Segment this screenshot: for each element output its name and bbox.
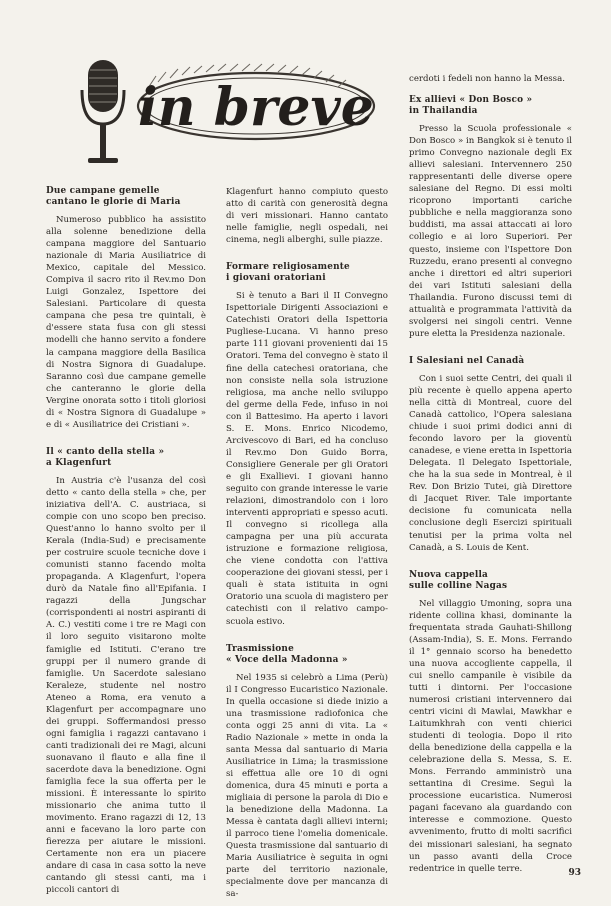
title-line: cantano le glorie di Maria — [46, 197, 181, 207]
article-title — [226, 644, 388, 666]
microphone-logo-icon — [78, 58, 378, 178]
title-line: i giovani oratoriani — [226, 273, 326, 284]
column-2 — [226, 186, 388, 900]
article-body: Presso la Scuola professionale « Don Bosco » in Bangkok si è tenuto il primo Convegno nazionale degli Ex allievi salesiani. Intervennero 250 rappresentanti delle diverse opere salesiane del Regno. Di essi molti ricoprono importanti cariche pubbliche e nella maggioranza sono buddisti, ma assai attaccati ai loro collegio e ai loro Superiori. Per questo, insieme con l'Ispettore Don Ruzzedu, erano presenti al convegno anche i direttori ed altri superiori dei vari Istituti salesiani della Thailandia. Furono discussi temi di attualità e programmata l'attività da svolgersi nei singoli centri. Venne pure eletta la Presidenza nazionale. — [409, 124, 572, 339]
title-line: I Salesiani nel Canadà — [409, 355, 525, 366]
column-1 — [46, 186, 206, 896]
article-body: Numeroso pubblico ha assistito alla solenne benedizione della campana maggiore del Santuario nazionale di Maria Ausiliatrice di Mexico, capitale del Messico. Compiva il sacro rito il Rev.mo Don Luigi Gonzalez, Ispettore dei Salesiani. Particolare di questa campana che pesa tre quintali, è d'essere stata fusa con gli stessi modelli che hanno servito a fondere la campana maggiore della Basilica di Nostra Signora di Guadalupe. Saranno così due campane gemelle che canteranno le glorie della Vergine onorata sotto i titoli gloriosi di « Nostra Signora di Guadalupe » e di « Ausiliatrice dei Cristiani ». — [46, 215, 206, 430]
title-line: sulle colline Nagas — [409, 580, 508, 591]
article-body: Nel villaggio Umoning, sopra una ridente collina khasi, dominante la frequentata strada Gauhati-Shillong (Assam-India), S. E. Mons. Ferrando il 1° gennaio scorso ha benedetto una nuova accogliente cappella, il cui snello campanile è visibile da tutti i dintorni. Per l'occasione numerosi cristiani intervennero dai centri vicini di Mawlai, Mawkhar e Laitumkhrah con venti chierici studenti di teologia. Dopo il rito della benedizione della cappella e la celebrazione della S. Messa, S. E. Mons. Ferrando amministrò una settantina di Cresime. Seguì la processione eucaristica. Numerosi pagani facevano ala guardando con interesse e commozione. Questo avvenimento, frutto di molti sacrifici dei missionari salesiani, ha segnato un passo avanti della Croce redentrice in quelle terre. — [409, 598, 572, 874]
article-title — [46, 447, 206, 469]
title-line: Il « canto della stella » — [46, 446, 165, 457]
title-line: « Voce della Madonna » — [226, 654, 348, 665]
article-body: In Austria c'è l'usanza del così detto « canto della stella » che, per iniziativa dell'A. C. austriaca, si compie con uno scopo ben preciso. Quest'anno lo hanno svolto per il Kerala (India-Sud) e precisamente per costruire scuole tecniche dove i comunisti stanno facendo molta propaganda. A Klagenfurt, l'opera durò da Natale fino all'Epifania. I ragazzi della Jungschar (corrispondenti ai nostri aspiranti di A. C.) vestiti come i tre re Magi con il loro seguito visitarono molte famiglie ed Istituti. C'erano tre gruppi per il numero grande di famiglie. Un Sacerdote salesiano Keraleze, studente nel nostro Ateneo a Roma, era venuto a Klagenfurt per accompagnare uno dei gruppi. Soffermandosi presso ogni famiglia i ragazzi cantavano i canti tradizionali dei re Magi, alcuni suonavano il flauto e alla fine il sacerdote dava la benedizione. Ogni famiglia fece la sua offerta per le missioni. È interessante lo spirito missionario che anima tutto il movimento. Erano ragazzi di 12, 13 anni e facevano la loro parte con fierezza per aiutare le missioni. Certamente non era un piacere andare di casa in casa sotto la neve cantando gli stessi canti, ma i piccoli cantori di — [46, 475, 206, 896]
article-body-continued: Klagenfurt hanno compiuto questo atto di carità con generosità degna di veri missionari. Hanno cantato nelle famiglie, negli ospedali, nei cinema, negli alberghi, sulle piazze. — [226, 187, 388, 246]
header-title: in breve — [138, 77, 374, 138]
column-3 — [409, 73, 572, 875]
title-line: Trasmissione — [226, 643, 294, 654]
page-number: 93 — [568, 868, 581, 878]
article-body-continued: cerdoti i fedeli non hanno la Messa. — [409, 74, 565, 84]
title-line: in Thailandia — [409, 106, 478, 117]
article-body: Nel 1935 si celebrò a Lima (Perù) il I Congresso Eucaristico Nazionale. In quella occasione si diede inizio a una trasmissione radiofonica che conta oggi 25 anni di vita. La « Radio Nazionale » mette in onda la santa Messa dal santuario di Maria Ausiliatrice in Lima; la trasmissione si effettua alle ore 10 di ogni domenica, dura 45 minuti e porta a migliaia di persone la parola di Dio e la benedizione della Madonna. La Messa è cantata dagli allievi interni; il parroco tiene l'omelia domenicale. Questa trasmissione dal santuario di Maria Ausiliatrice è seguita in ogni parte del territorio nazionale, specialmente dove per mancanza di sa- — [226, 672, 388, 900]
article-title — [46, 186, 206, 208]
article-title — [409, 95, 572, 117]
article-title — [226, 262, 388, 284]
title-line: Nuova cappella — [409, 569, 488, 580]
title-line: Ex allievi « Don Bosco » — [409, 95, 533, 106]
title-line: Formare religiosamente — [226, 262, 350, 273]
article-body: Si è tenuto a Bari il II Convegno Ispettoriale Dirigenti Associazioni e Catechisti Oratori della Ispettoria Pugliese-Lucana. Vi hanno preso parte 111 giovani provenienti dai 15 Oratori. Tema del convegno è stato il fine della catechesi oratoriana, che non consiste nella sola istruzione religiosa, ma anche nello sviluppo del germe della Fede, infuso in noi con il Battesimo. Ha aperto i lavori S. E. Mons. Enrico Nicodemo, Arcivescovo di Bari, ed ha concluso il Rev.mo Don Guido Borra, Consigliere Generale per gli Oratori e gli Exallievi. I giovani hanno seguito con grande interesse le varie relazioni, dimostrandolo con i loro interventi appropriati e spesso acuti. Il convegno si ricollega alla campagna per una più accurata istruzione e formazione religiosa, che viene condotta con l'attiva cooperazione dei giovani stessi, per i quali è stata istituita in ogni Oratorio una scuola di magistero per catechisti con il relativo campo-scuola estivo. — [226, 291, 388, 627]
article-body: Con i suoi sette Centri, dei quali il più recente è quello appena aperto nella città di Montreal, cuore del Canadà cattolico, l'Opera salesiana chiude i suoi primi dodici anni di fecondo lavoro per la gioventù canadese, e viene eretta in Ispettoria Delegata. Il Delegato Ispettoriale, che ha la sua sede in Montreal, è il Rev. Don Brizio Tutei, già Direttore di Jacquet River. Tale importante decisione fu comunicata nella conclusione degli Esercizi spirituali tenutisi per la prima volta nel Canadà, a S. Louis de Kent. — [409, 373, 572, 553]
in-breve-header — [78, 58, 378, 178]
title-line: a Klagenfurt — [46, 457, 112, 468]
article-title — [409, 356, 572, 367]
article-title — [409, 570, 572, 592]
title-line: Due campane gemelle — [46, 186, 160, 196]
